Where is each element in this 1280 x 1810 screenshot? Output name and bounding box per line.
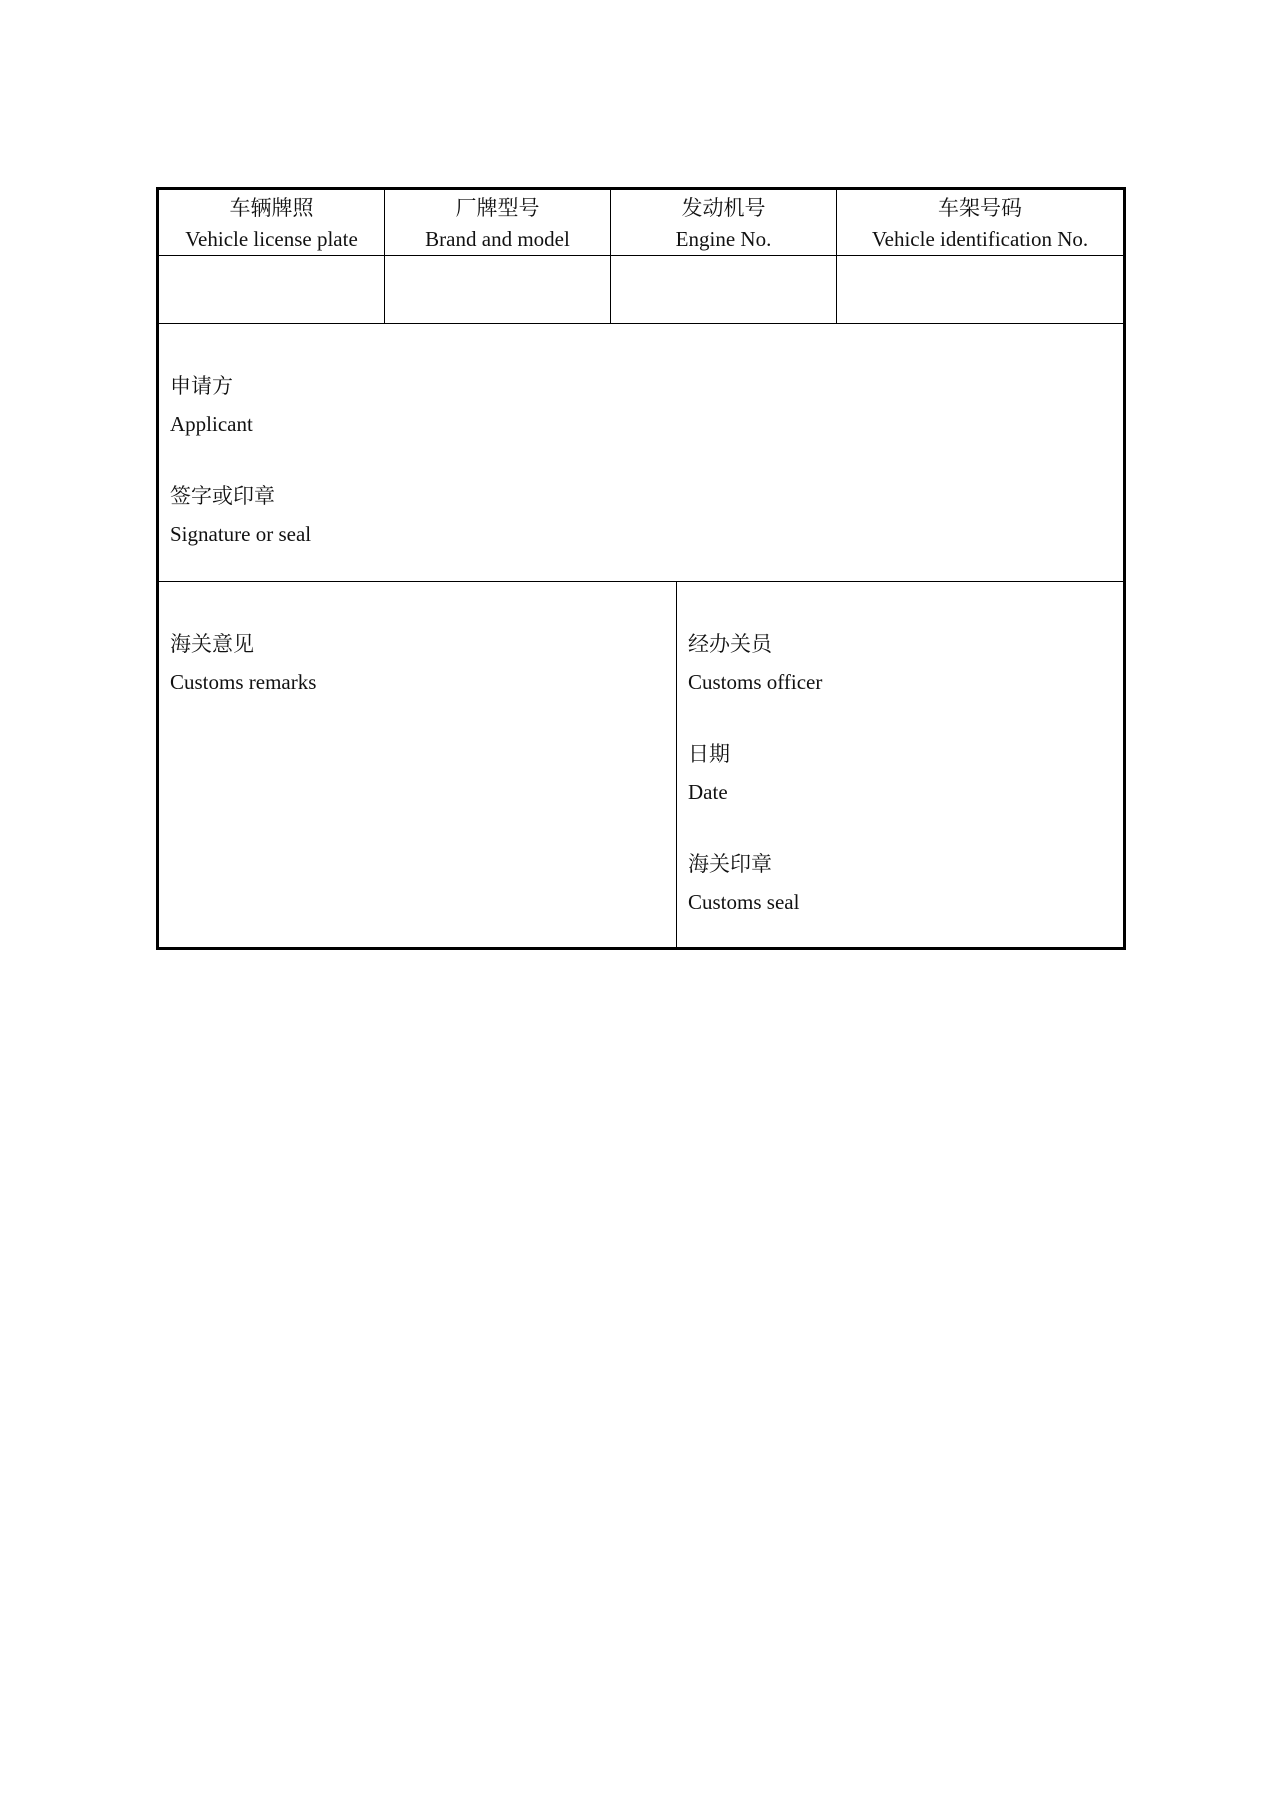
customs-officer-box[interactable] [677,582,1123,947]
header-license-plate-en: Vehicle license plate [185,227,358,251]
customs-remarks-box[interactable] [159,582,677,947]
customs-officer-label-zh: 经办关员 [688,632,772,656]
customs-seal-label-en: Customs seal [688,890,800,914]
header-vin-en: Vehicle identification No. [871,227,1089,251]
header-license-plate-zh: 车辆牌照 [229,196,314,220]
applicant-label-zh: 申请方 [170,374,233,398]
header-engine-no-en: Engine No. [675,227,772,251]
date-label-zh: 日期 [688,742,730,766]
header-vin [837,190,1123,255]
brand-model-field[interactable] [385,256,611,323]
engine-no-field[interactable] [611,256,837,323]
customs-officer-label-en: Customs officer [688,670,823,694]
customs-remarks-label-zh: 海关意见 [170,632,254,656]
header-brand-model [385,190,611,255]
license-plate-field[interactable] [159,256,385,323]
header-brand-model-zh: 厂牌型号 [455,196,540,220]
date-label-en: Date [688,780,728,804]
header-vin-zh: 车架号码 [938,196,1022,220]
data-row [159,256,1123,324]
header-engine-no [611,190,837,255]
header-row [159,190,1123,256]
header-license-plate [159,190,385,255]
customs-vehicle-form [156,187,1126,950]
header-brand-model-en: Brand and model [425,227,570,251]
applicant-label-en: Applicant [170,412,253,436]
signature-label-en: Signature or seal [170,522,312,546]
vin-field[interactable] [837,256,1123,323]
customs-section [159,582,1123,947]
customs-seal-label-zh: 海关印章 [688,852,772,876]
header-engine-no-zh: 发动机号 [681,196,766,220]
signature-label-zh: 签字或印章 [170,484,275,508]
applicant-section[interactable] [159,324,1123,582]
customs-remarks-label-en: Customs remarks [170,670,317,694]
